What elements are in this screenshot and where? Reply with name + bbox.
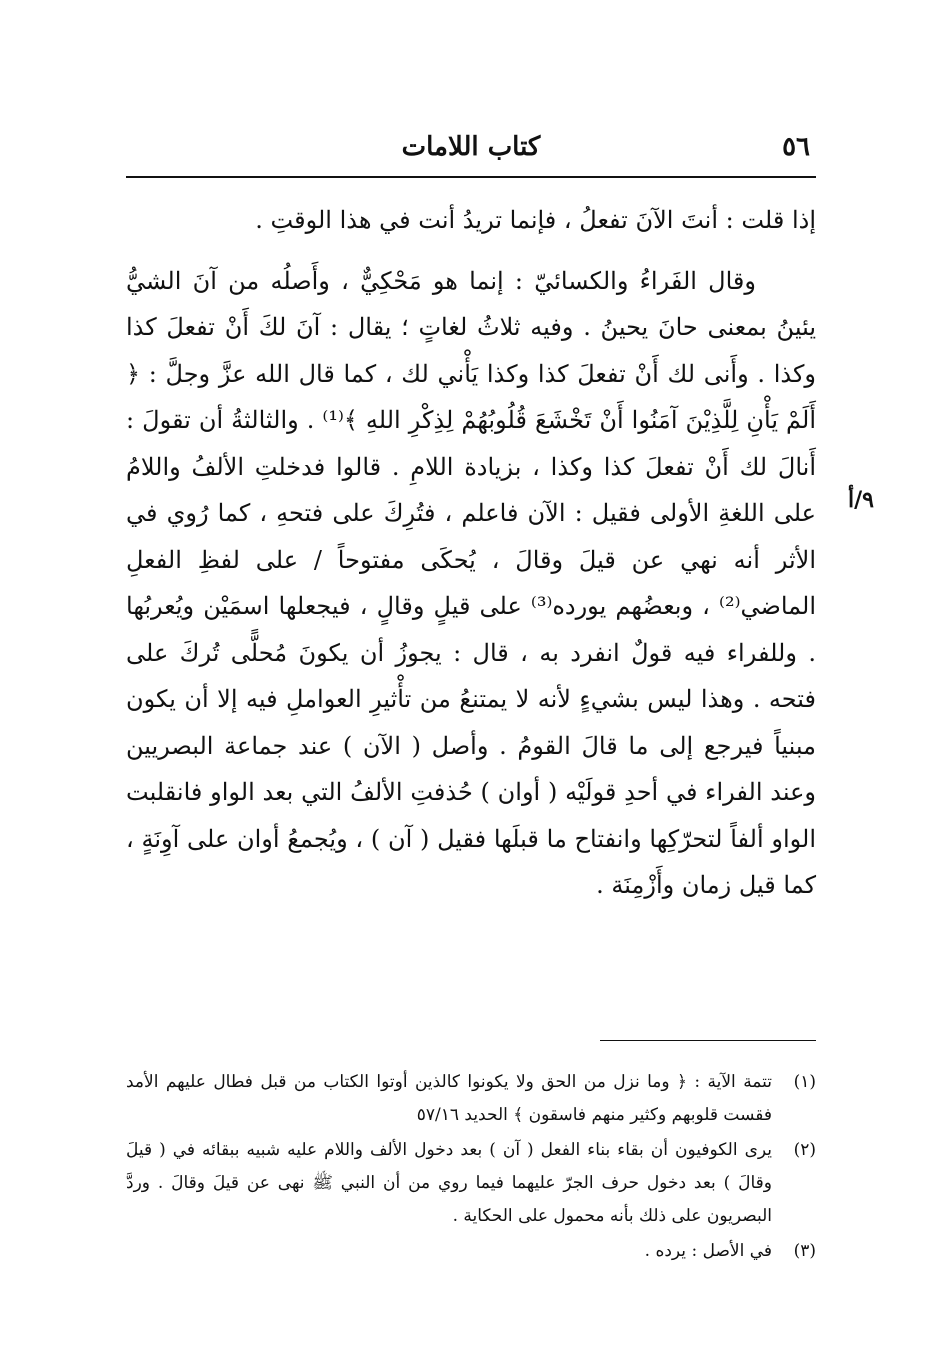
running-title: كتاب اللامات — [401, 132, 541, 162]
main-text — [126, 197, 816, 909]
footnote-number: (٢) — [793, 1140, 816, 1160]
page-number: ٥٦ — [782, 132, 810, 162]
page-header — [126, 130, 816, 170]
paragraph-2: وقال الفَراءُ والكسائيّ : إنما هو مَحْكِيٌّ ، وأَصلُه من آنَ الشيُّ يئينُ بمعنى حانَ يحينُ . وفيه ثلاثُ لغاتٍ ؛ يقال : آنَ لكَ أَنْ تفعلَ كذا وكذا . وأَنى لك أَنْ تفعلَ كذا وكذا يَأْني لك ، كما قال الله عزَّ وجلَّ : ﴿ أَلَمْ يَأْنِ لِلَّذِيْنَ آمَنُوا أَنْ تَخْشَعَ قُلُوبُهُمْ لِذِكْرِ اللهِ ﴾⁽¹⁾ . والثالثةُ أن تقولَ : أَنالَ لك أَنْ تفعلَ كذا وكذا ، بزيادة اللامِ . قالوا فدخلتِ الألفُ واللامُ على اللغةِ الأولى فقيل : الآن فاعلم ، فتُرِكَ على فتحهِ ، كما رُوي في الأثر أنه نهي عن قيلَ وقالَ ، يُحكَى مفتوحاً / على لفظِ الفعلِ الماضي⁽²⁾ ، وبعضُهم يورده⁽³⁾ على قيلٍ وقالٍ ، فيجعلها اسمَيْن ويُعربُها . وللفراء فيه قولٌ انفرد به ، قال : يجوزُ أن يكونَ مُحلًّى تُركَ على فتحه . وهذا ليس بشيءٍ لأنه لا يمتنعُ من تأْثيرِ العواملِ فيه إلا أن يكون مبنياً فيرجع إلى ما قالَ القومُ . وأصل ( الآن ) عند جماعة البصريين وعند الفراء في أحدِ قولَيْه ( أوان ) حُذفتِ الألفُ التي بعد الواو فانقلبت الواو ألفاً لتحرّكِها وانفتاح ما قبلَها فقيل ( آن ) ، ويُجمعُ أوان على آوِنَةٍ ، كما قيل زمان وأَزْمِنَة . — [126, 266, 817, 899]
footnote-1 — [126, 1066, 816, 1132]
footnote-number: (١) — [793, 1072, 816, 1092]
footnote-text: تتمة الآية : ﴿ وما نزل من الحق ولا يكونوا كالذين أوتوا الكتاب من قبل فطال عليهم الأمد فقست قلوبهم وكثير منهم فاسقون ﴾ الحديد ٥٧/١٦ — [126, 1072, 772, 1125]
margin-folio-note: ٩/أ — [848, 487, 874, 513]
footnotes — [126, 1066, 816, 1270]
footnote-2 — [126, 1134, 816, 1233]
footnote-3 — [126, 1235, 816, 1268]
header-divider — [126, 176, 816, 178]
footnote-text: في الأصل : يرده . — [644, 1241, 772, 1261]
footnote-text: يرى الكوفيون أن بقاء بناء الفعل ( آن ) بعد دخول الألف واللام عليه شبيه ببقائه في ( قيلَ وقالَ ) بعد دخول حرف الجرّ عليهما فيما روي من أن النبي ﷺ نهى عن قيلَ وقالَ . وردَّ البصريون على ذلك بأنه محمول على الحكاية . — [126, 1140, 772, 1226]
footnote-number: (٣) — [793, 1241, 816, 1261]
paragraph-1: إذا قلت : أنتَ الآنَ تفعلُ ، فإنما تريدُ أنت في هذا الوقتِ . — [255, 206, 816, 234]
footnote-divider — [600, 1040, 816, 1041]
